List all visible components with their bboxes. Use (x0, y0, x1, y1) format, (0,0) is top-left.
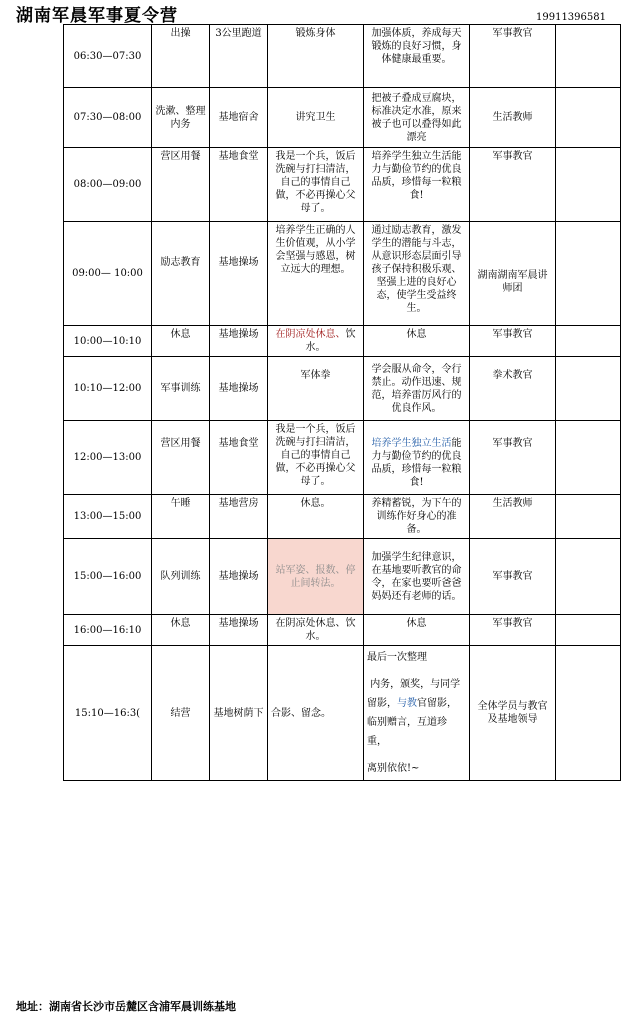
activity-cell: 军事训练 (152, 357, 210, 421)
empty-cell (556, 539, 621, 615)
place-cell: 3公里跑道 (210, 25, 268, 88)
time-cell: 07:30—08:00 (64, 88, 152, 148)
place-cell: 基地操场 (210, 539, 268, 615)
goal-highlight: 培养学生独立生活 (371, 438, 452, 449)
table-row (64, 25, 621, 88)
content-cell: 锻炼身体 (268, 25, 364, 88)
table-row (64, 421, 621, 495)
table-row (64, 539, 621, 615)
goal-cell: 养精蓄锐，为下午的训练作好身心的准备。 (364, 495, 470, 539)
empty-cell (556, 646, 621, 781)
place-cell: 基地食堂 (210, 421, 268, 495)
empty-cell (556, 421, 621, 495)
phone-number: 19911396581 (536, 12, 606, 23)
place-cell: 基地食堂 (210, 148, 268, 222)
time-cell: 10:10—12:00 (64, 357, 152, 421)
content-cell: 在阴凉处休息、饮水。 (268, 615, 364, 646)
goal-paragraph: 最后一次整理 (367, 652, 427, 663)
empty-cell (556, 148, 621, 222)
place-cell: 基地操场 (210, 615, 268, 646)
table-row (64, 88, 621, 148)
empty-cell (556, 25, 621, 88)
goal-cell: 加强体质，养成每天锻炼的良好习惯，身体健康最重要。 (364, 25, 470, 88)
content-cell: 讲究卫生 (268, 88, 364, 148)
time-cell: 15:10—16:3( (64, 646, 152, 781)
empty-cell (556, 495, 621, 539)
time-cell: 09:00— 10:00 (64, 222, 152, 326)
staff-cell: 生活教师 (470, 88, 556, 148)
place-cell: 基地操场 (210, 357, 268, 421)
activity-cell: 洗漱、整理内务 (152, 88, 210, 148)
content-cell: 培养学生正确的人生价值观，从小学会坚强与感恩，树立远大的理想。 (268, 222, 364, 326)
activity-cell: 励志教育 (152, 222, 210, 326)
empty-cell (556, 615, 621, 646)
table-row (64, 615, 621, 646)
staff-cell: 拳术教官 (470, 357, 556, 421)
content-cell: 我是一个兵，饭后洗碗与打扫清洁，自己的事情自己做，不必再操心父母了。 (268, 148, 364, 222)
activity-cell: 休息 (152, 615, 210, 646)
staff-cell: 军事教官 (470, 148, 556, 222)
place-cell: 基地营房 (210, 495, 268, 539)
content-highlight: 在阴凉处休息、 (275, 329, 346, 340)
activity-cell: 午睡 (152, 495, 210, 539)
staff-cell: 军事教官 (470, 421, 556, 495)
activity-cell: 营区用餐 (152, 148, 210, 222)
activity-cell: 出操 (152, 25, 210, 88)
goal-cell: 培养学生独立生活能力与勤俭节约的优良品质，珍惜每一粒粮食! (364, 148, 470, 222)
goal-cell: 加强学生纪律意识，在基地要听教官的命令，在家也要听爸爸妈妈还有老师的话。 (364, 539, 470, 615)
activity-cell: 队列训练 (152, 539, 210, 615)
goal-cell (364, 646, 470, 781)
empty-cell (556, 88, 621, 148)
staff-cell: 军事教官 (470, 615, 556, 646)
goal-highlight: 与教 (397, 698, 417, 709)
content-text: 饮水。 (305, 329, 356, 353)
goal-paragraph: 离别依依!~ (367, 763, 420, 774)
time-cell: 16:00—16:10 (64, 615, 152, 646)
staff-cell: 军事教官 (470, 539, 556, 615)
place-cell: 基地宿舍 (210, 88, 268, 148)
staff-cell: 湖南湖南军晨讲师团 (470, 222, 556, 326)
time-cell: 12:00—13:00 (64, 421, 152, 495)
page-title: 湖南军晨军事夏令营 (16, 6, 178, 26)
content-cell: 军体拳 (268, 357, 364, 421)
activity-cell: 结营 (152, 646, 210, 781)
goal-cell: 学会服从命令，令行禁止。动作迅速、规范，培养雷厉风行的优良作风。 (364, 357, 470, 421)
empty-cell (556, 326, 621, 357)
activity-cell: 休息 (152, 326, 210, 357)
goal-cell: 休息 (364, 615, 470, 646)
place-cell: 基地操场 (210, 326, 268, 357)
activity-cell: 营区用餐 (152, 421, 210, 495)
empty-cell (556, 357, 621, 421)
table-row (64, 495, 621, 539)
time-cell: 08:00—09:00 (64, 148, 152, 222)
place-cell: 基地操场 (210, 222, 268, 326)
footer-address: 地址：湖南省长沙市岳麓区含浦军晨训练基地 (16, 1000, 236, 1013)
content-cell: 合影、留念。 (268, 646, 364, 781)
content-cell: 休息。 (268, 495, 364, 539)
schedule-table (63, 24, 621, 781)
goal-cell: 把被子叠成豆腐块，标准决定水准，原来被子也可以叠得如此漂亮 (364, 88, 470, 148)
time-cell: 13:00—15:00 (64, 495, 152, 539)
content-cell: 我是一个兵，饭后洗碗与打扫清洁，自己的事情自己做，不必再操心父母了。 (268, 421, 364, 495)
staff-cell: 军事教官 (470, 326, 556, 357)
goal-cell: 通过励志教育，激发学生的潜能与斗志，从意识形态层面引导孩子保持积极乐观、坚强上进的良好心态，使学生受益终生。 (364, 222, 470, 326)
content-cell: 站军姿、报数、停止间转法。 (268, 539, 364, 615)
table-row (64, 357, 621, 421)
empty-cell (556, 222, 621, 326)
staff-cell: 全体学员与教官及基地领导 (470, 646, 556, 781)
table-row (64, 326, 621, 357)
time-cell: 15:00—16:00 (64, 539, 152, 615)
time-cell: 06:30—07:30 (64, 25, 152, 88)
place-cell: 基地树荫下 (210, 646, 268, 781)
table-row (64, 148, 621, 222)
content-cell (268, 326, 364, 357)
staff-cell: 军事教官 (470, 25, 556, 88)
time-cell: 10:00—10:10 (64, 326, 152, 357)
staff-cell: 生活教师 (470, 495, 556, 539)
goal-cell: 休息 (364, 326, 470, 357)
goal-cell (364, 421, 470, 495)
goal-text: 能力与勤俭节约的优良品质，珍惜每一粒粮食! (371, 438, 462, 488)
table-row (64, 646, 621, 781)
table-row (64, 222, 621, 326)
goal-paragraph: 内务，颁奖，与同学留影，与教官留影，临别赠言，互道珍重， (367, 679, 461, 747)
